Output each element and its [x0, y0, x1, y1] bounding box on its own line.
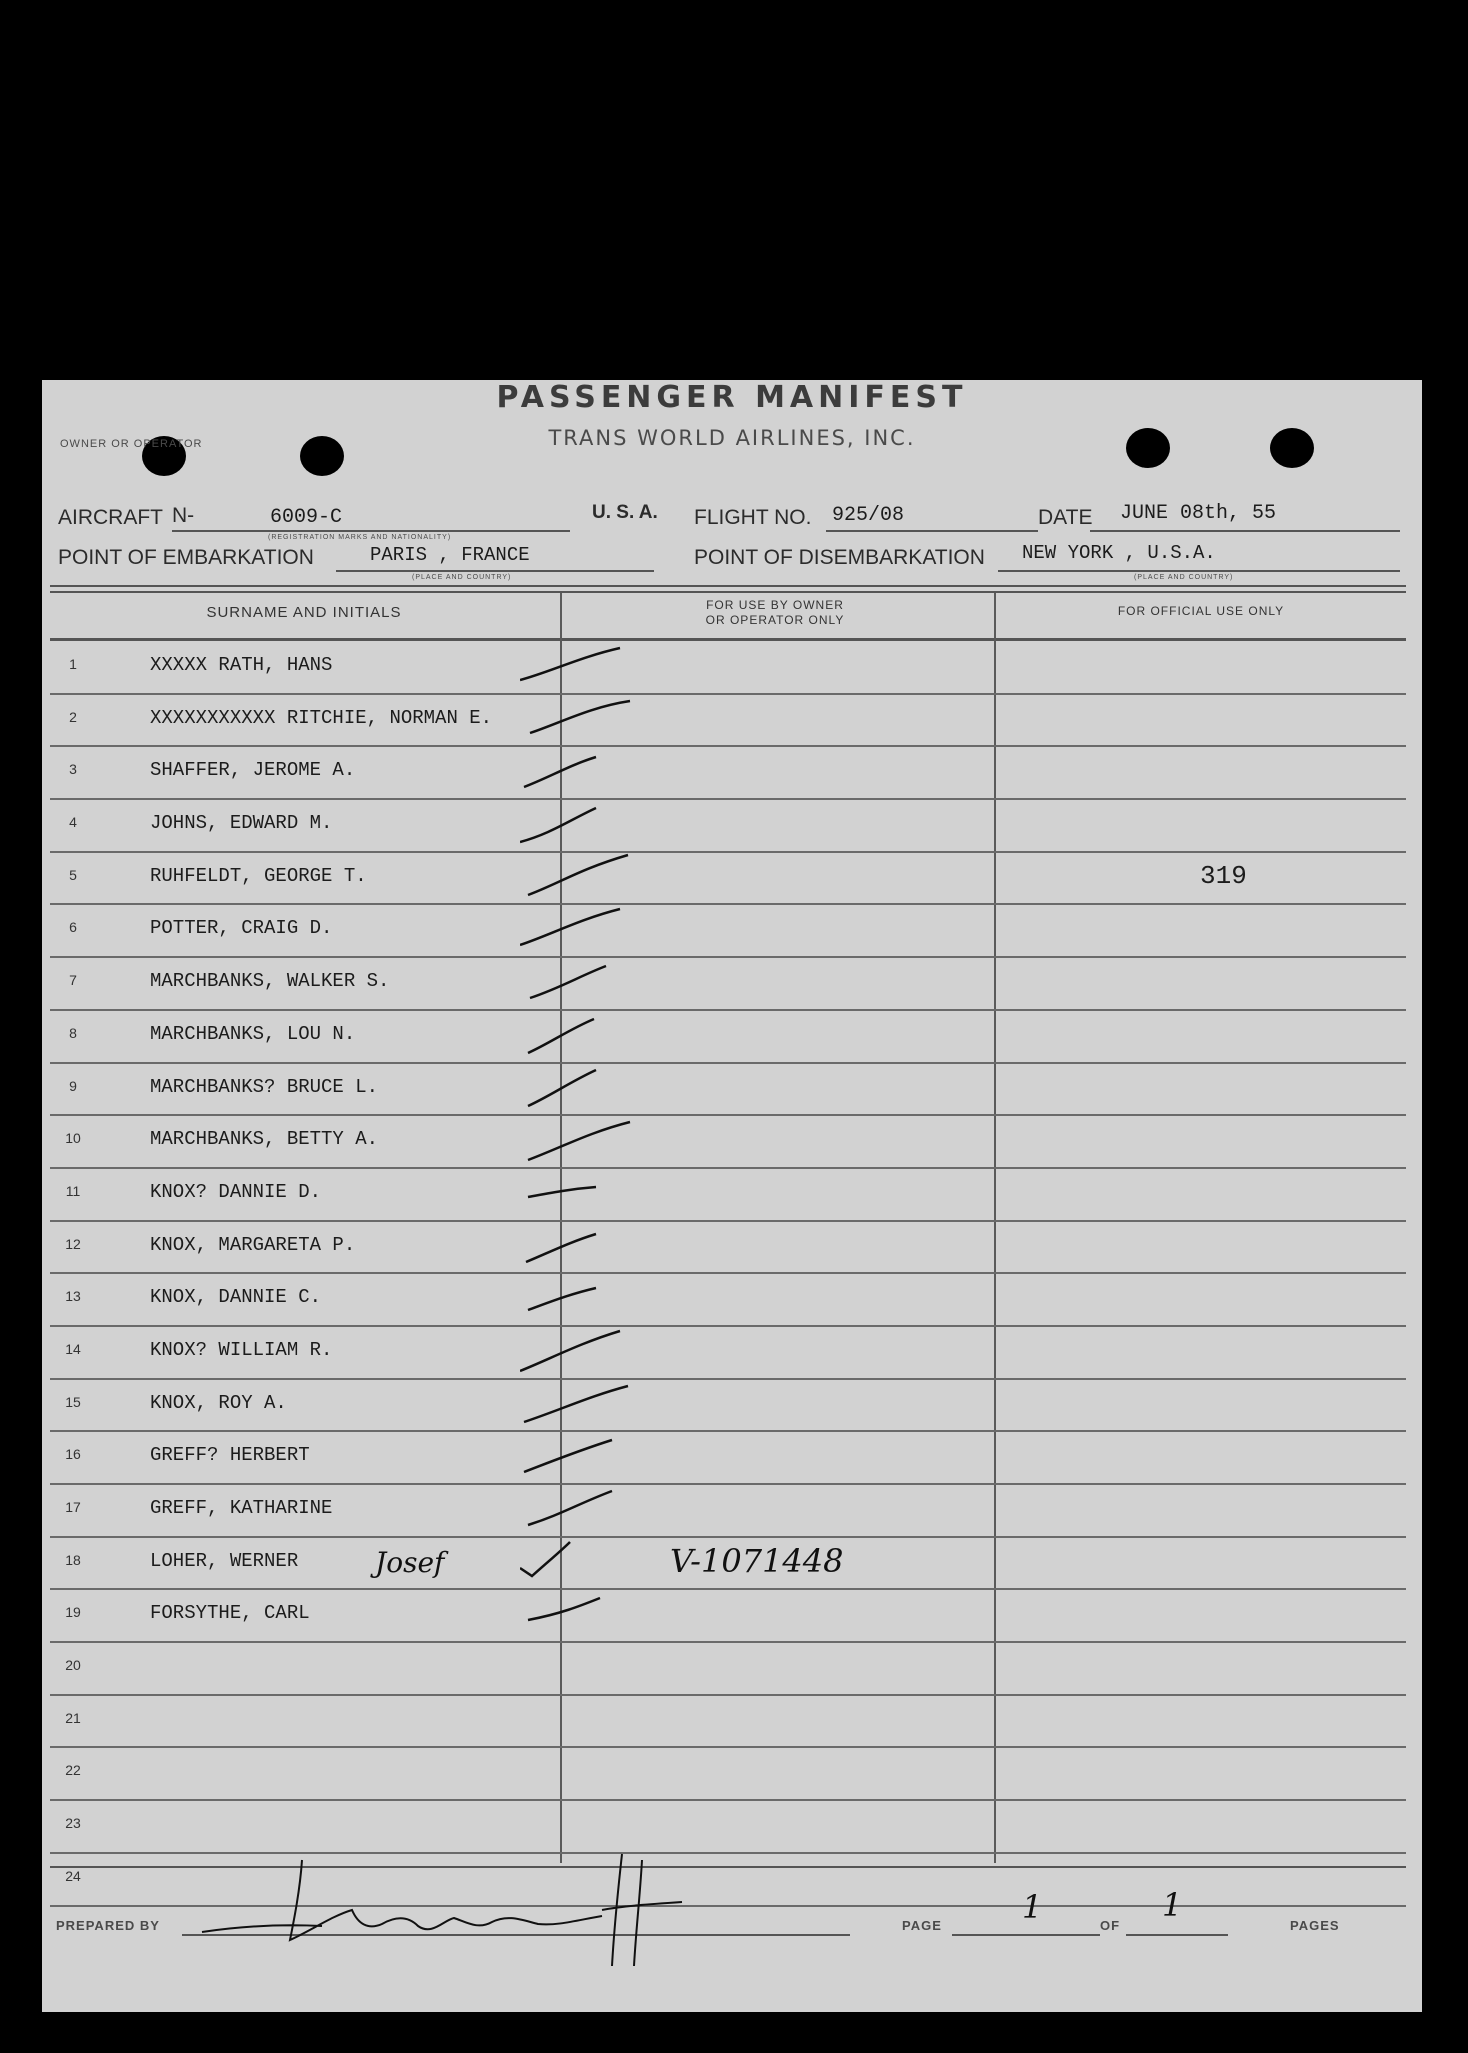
passenger-name: KNOX? WILLIAM R. [150, 1338, 333, 1361]
passenger-row-22 [50, 1748, 1406, 1801]
passenger-row-1 [50, 642, 1406, 695]
check-mark-icon [520, 1222, 640, 1272]
airline-name: TRANS WORLD AIRLINES, INC. [548, 426, 916, 450]
row-number: 13 [65, 1288, 81, 1305]
passenger-name: KNOX, MARGARETA P. [150, 1233, 356, 1256]
aircraft-label: AIRCRAFT [58, 506, 163, 529]
row-number: 24 [65, 1867, 81, 1884]
col-header-owner-1: FOR USE BY OWNER [706, 598, 844, 612]
total-pages: 1 [1162, 1886, 1183, 1924]
passenger-row-18 [50, 1538, 1406, 1591]
check-mark-icon [520, 1327, 640, 1377]
passenger-row-17 [50, 1485, 1406, 1538]
passenger-row-3 [50, 747, 1406, 800]
row-number: 1 [69, 656, 77, 672]
passenger-row-6 [50, 905, 1406, 958]
header-bottom-rule [50, 638, 1406, 641]
passenger-row-4 [50, 800, 1406, 853]
check-mark-icon [520, 1169, 640, 1219]
passenger-row-9 [50, 1064, 1406, 1117]
passenger-name: GREFF, KATHARINE [150, 1497, 333, 1519]
check-mark-icon [520, 1538, 640, 1588]
passenger-row-12 [50, 1222, 1406, 1275]
passenger-name: KNOX? DANNIE D. [150, 1180, 322, 1203]
page-underline [952, 1934, 1100, 1936]
passenger-row-7 [50, 958, 1406, 1011]
col-header-owner-2: OR OPERATOR ONLY [705, 613, 845, 627]
row-number: 17 [65, 1499, 81, 1515]
check-mark-icon [520, 1116, 640, 1166]
check-mark-icon [520, 1064, 640, 1114]
check-mark-icon [520, 747, 640, 797]
passenger-row-10 [50, 1116, 1406, 1169]
passenger-row-8 [50, 1011, 1406, 1064]
passenger-row-2 [50, 695, 1406, 748]
disembark-underline [998, 570, 1400, 572]
passenger-row-15 [50, 1380, 1406, 1433]
passenger-row-5 [50, 853, 1406, 906]
row-number: 2 [69, 708, 77, 725]
row-number: 15 [65, 1393, 81, 1410]
passenger-name: XXXXXXXXXXX RITCHIE, NORMAN E. [150, 706, 493, 729]
row-number: 8 [69, 1024, 77, 1041]
check-mark-icon [520, 1485, 640, 1535]
passenger-row-11 [50, 1169, 1406, 1222]
pages-label: PAGES [1290, 1918, 1340, 1933]
date-value: JUNE 08th, 55 [1120, 502, 1277, 525]
col-header-surname: SURNAME AND INITIALS [206, 604, 402, 621]
passenger-name: MARCHBANKS, WALKER S. [150, 970, 390, 993]
row-number: 18 [65, 1551, 81, 1568]
passenger-row-13 [50, 1274, 1406, 1327]
signature-mark [182, 1840, 782, 1970]
passenger-name: MARCHBANKS, LOU N. [150, 1022, 356, 1045]
embark-underline [336, 570, 654, 572]
check-mark-icon [520, 1274, 640, 1324]
col-header-official: FOR OFFICIAL USE ONLY [1117, 604, 1285, 618]
row-number: 5 [69, 866, 77, 883]
check-mark-icon [520, 642, 640, 692]
of-underline [1126, 1934, 1228, 1936]
check-mark-icon [520, 695, 640, 745]
manifest-page [42, 380, 1422, 2012]
flight-underline [826, 530, 1038, 532]
flight-value: 925/08 [832, 504, 905, 527]
embark-caption: (PLACE AND COUNTRY) [412, 574, 512, 581]
row-number: 23 [65, 1815, 81, 1832]
passenger-row-19 [50, 1590, 1406, 1643]
row-number: 19 [65, 1604, 81, 1621]
check-mark-icon [520, 1590, 640, 1640]
flight-label: FLIGHT NO. [694, 506, 812, 529]
passenger-row-20 [50, 1643, 1406, 1696]
header-double-rule-top [50, 585, 1406, 587]
aircraft-underline [172, 530, 570, 532]
header-double-rule-bottom [50, 591, 1406, 593]
passenger-name: RUHFELDT, GEORGE T. [150, 864, 367, 887]
date-label: DATE [1038, 506, 1093, 529]
passenger-name: KNOX, DANNIE C. [150, 1286, 322, 1309]
passenger-name: LOHER, WERNER [150, 1549, 299, 1572]
row-number: 16 [65, 1446, 81, 1463]
owner-label: OWNER OR OPERATOR [60, 438, 203, 450]
page-number: 1 [1022, 1888, 1043, 1926]
passenger-name: XXXXX RATH, HANS [150, 654, 333, 676]
check-mark-icon [520, 1380, 640, 1430]
passenger-name: SHAFFER, JEROME A. [150, 759, 356, 782]
row-number: 4 [69, 814, 77, 831]
row-number: 3 [69, 761, 77, 778]
passenger-name: KNOX, ROY A. [150, 1391, 287, 1414]
check-mark-icon [520, 958, 640, 1008]
disembark-label: POINT OF DISEMBARKATION [694, 546, 985, 569]
check-mark-icon [520, 905, 640, 955]
check-mark-icon [520, 800, 640, 850]
passenger-name: GREFF? HERBERT [150, 1444, 310, 1467]
row-number: 6 [69, 919, 77, 936]
embark-value: PARIS , FRANCE [370, 544, 530, 566]
page-label: PAGE [902, 1918, 942, 1933]
page-title: PASSENGER MANIFEST [496, 380, 968, 415]
embark-label: POINT OF EMBARKATION [58, 546, 314, 569]
passenger-name: POTTER, CRAIG D. [150, 917, 333, 940]
row-number: 11 [65, 1182, 81, 1199]
passenger-name: MARCHBANKS? BRUCE L. [150, 1075, 379, 1098]
disembark-value: NEW YORK , U.S.A. [1022, 542, 1216, 564]
date-underline [1090, 530, 1400, 532]
aircraft-value: 6009-C [270, 506, 343, 529]
check-mark-icon [520, 853, 640, 903]
row-number: 10 [65, 1130, 81, 1147]
country-label: U. S. A. [592, 502, 658, 523]
row-number: 21 [65, 1709, 81, 1726]
passenger-row-14 [50, 1327, 1406, 1380]
row-number: 20 [65, 1657, 81, 1674]
passenger-list [50, 642, 1406, 1907]
passenger-name: MARCHBANKS, BETTY A. [150, 1128, 379, 1151]
passenger-name: FORSYTHE, CARL [150, 1602, 310, 1625]
check-mark-icon [520, 1011, 640, 1061]
of-label: OF [1100, 1918, 1121, 1933]
check-mark-icon [520, 1432, 640, 1482]
aircraft-prefix: N- [172, 504, 195, 527]
handwritten-middle-name: Josef [375, 1545, 445, 1579]
disembark-caption: (PLACE AND COUNTRY) [1134, 574, 1234, 581]
passenger-row-21 [50, 1696, 1406, 1749]
row-number: 12 [65, 1235, 81, 1252]
prepared-by-label: PREPARED BY [56, 1918, 160, 1933]
handwritten-owner-note: V-1071448 [670, 1541, 844, 1580]
aircraft-caption: (REGISTRATION MARKS AND NATIONALITY) [268, 534, 452, 541]
row-number: 7 [69, 972, 77, 989]
official-code: 319 [1200, 860, 1247, 891]
row-number: 9 [69, 1077, 77, 1094]
passenger-name: JOHNS, EDWARD M. [150, 812, 333, 835]
row-number: 14 [65, 1340, 81, 1357]
row-number: 22 [65, 1762, 81, 1779]
passenger-row-16 [50, 1432, 1406, 1485]
